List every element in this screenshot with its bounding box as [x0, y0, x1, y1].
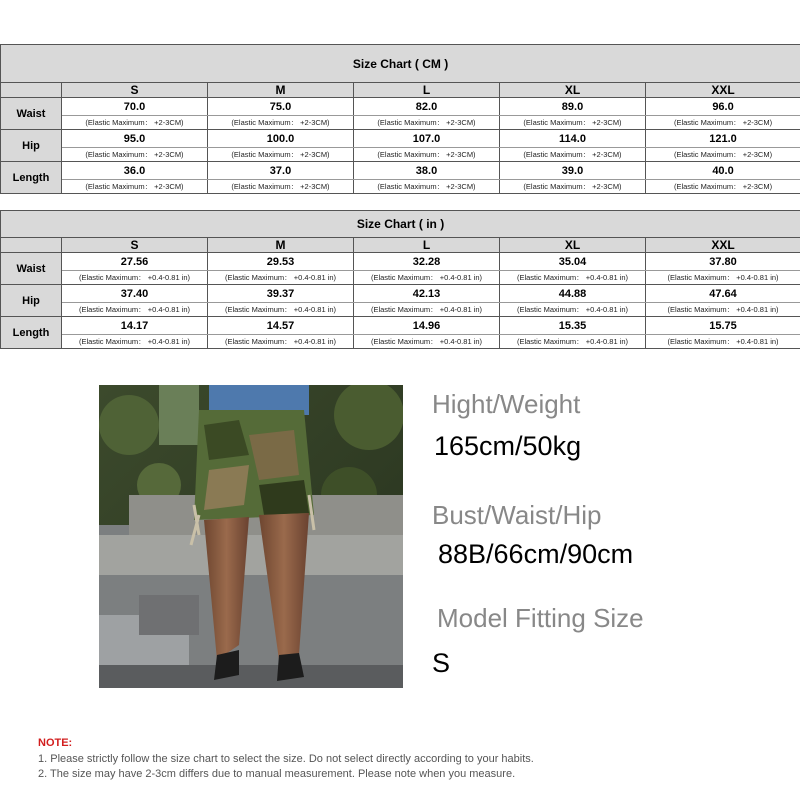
value-cell: 35.04 — [500, 253, 646, 271]
height-weight-value: 165cm/50kg — [434, 431, 582, 461]
value-cell: 27.56 — [62, 253, 208, 271]
elastic-note: (Elastic Maximum： +0.4-0.81 in) — [208, 271, 354, 285]
size-header-xl: XL — [500, 238, 646, 253]
elastic-note: (Elastic Maximum： +0.4-0.81 in) — [646, 271, 800, 285]
measurements-label: Bust/Waist/Hip — [432, 500, 602, 530]
value-cell: 95.0 — [62, 130, 208, 148]
elastic-note: (Elastic Maximum： +0.4-0.81 in) — [208, 303, 354, 317]
model-info — [432, 385, 792, 695]
size-chart-in — [0, 210, 800, 349]
value-cell: 15.35 — [500, 317, 646, 335]
elastic-note: (Elastic Maximum： +0.4-0.81 in) — [646, 303, 800, 317]
value-cell: 36.0 — [62, 162, 208, 180]
row-label-hip: Hip — [1, 285, 62, 317]
value-cell: 37.40 — [62, 285, 208, 303]
elastic-note: (Elastic Maximum： +2-3CM) — [354, 116, 500, 130]
size-header-m: M — [208, 83, 354, 98]
value-cell: 44.88 — [500, 285, 646, 303]
value-cell: 15.75 — [646, 317, 800, 335]
size-header-s: S — [62, 83, 208, 98]
elastic-note: (Elastic Maximum： +0.4-0.81 in) — [646, 335, 800, 349]
elastic-note: (Elastic Maximum： +2-3CM) — [646, 180, 800, 194]
chart-title: Size Chart ( in ) — [1, 211, 800, 238]
elastic-note: (Elastic Maximum： +2-3CM) — [646, 116, 800, 130]
elastic-note: (Elastic Maximum： +2-3CM) — [208, 148, 354, 162]
value-cell: 89.0 — [500, 98, 646, 116]
value-cell: 14.57 — [208, 317, 354, 335]
value-cell: 96.0 — [646, 98, 800, 116]
value-cell: 100.0 — [208, 130, 354, 148]
chart-title: Size Chart ( CM ) — [1, 45, 800, 83]
value-cell: 14.17 — [62, 317, 208, 335]
elastic-note: (Elastic Maximum： +0.4-0.81 in) — [208, 335, 354, 349]
size-header-m: M — [208, 238, 354, 253]
value-cell: 70.0 — [62, 98, 208, 116]
elastic-note: (Elastic Maximum： +2-3CM) — [354, 148, 500, 162]
size-chart-cm — [0, 44, 800, 194]
value-cell: 42.13 — [354, 285, 500, 303]
elastic-note: (Elastic Maximum： +2-3CM) — [208, 180, 354, 194]
size-header-l: L — [354, 238, 500, 253]
elastic-note: (Elastic Maximum： +2-3CM) — [500, 148, 646, 162]
size-header-s: S — [62, 238, 208, 253]
fitting-size-label: Model Fitting Size — [437, 603, 644, 633]
note-title: NOTE: — [38, 737, 73, 749]
elastic-note: (Elastic Maximum： +0.4-0.81 in) — [62, 271, 208, 285]
elastic-note: (Elastic Maximum： +2-3CM) — [354, 180, 500, 194]
value-cell: 40.0 — [646, 162, 800, 180]
size-header-xxl: XXL — [646, 238, 800, 253]
value-cell: 14.96 — [354, 317, 500, 335]
row-label-length: Length — [1, 317, 62, 349]
height-weight-label: Hight/Weight — [432, 389, 581, 419]
value-cell: 32.28 — [354, 253, 500, 271]
elastic-note: (Elastic Maximum： +2-3CM) — [62, 148, 208, 162]
elastic-note: (Elastic Maximum： +0.4-0.81 in) — [500, 335, 646, 349]
value-cell: 121.0 — [646, 130, 800, 148]
row-label-length: Length — [1, 162, 62, 194]
elastic-note: (Elastic Maximum： +2-3CM) — [646, 148, 800, 162]
note-line: 2. The size may have 2-3cm differs due to manual measurement. Please note when you measure. — [38, 768, 516, 780]
elastic-note: (Elastic Maximum： +0.4-0.81 in) — [62, 303, 208, 317]
value-cell: 47.64 — [646, 285, 800, 303]
measurements-value: 88B/66cm/90cm — [438, 539, 634, 569]
elastic-note: (Elastic Maximum： +2-3CM) — [62, 116, 208, 130]
value-cell: 37.80 — [646, 253, 800, 271]
elastic-note: (Elastic Maximum： +0.4-0.81 in) — [354, 271, 500, 285]
elastic-note: (Elastic Maximum： +2-3CM) — [500, 116, 646, 130]
note-block — [38, 737, 778, 782]
elastic-note: (Elastic Maximum： +0.4-0.81 in) — [354, 303, 500, 317]
header-blank-cell — [1, 83, 62, 98]
elastic-note: (Elastic Maximum： +0.4-0.81 in) — [500, 271, 646, 285]
value-cell: 82.0 — [354, 98, 500, 116]
elastic-note: (Elastic Maximum： +0.4-0.81 in) — [354, 335, 500, 349]
fitting-size-value: S — [432, 648, 451, 678]
row-label-hip: Hip — [1, 130, 62, 162]
value-cell: 38.0 — [354, 162, 500, 180]
size-header-xxl: XXL — [646, 83, 800, 98]
header-blank-cell — [1, 238, 62, 253]
elastic-note: (Elastic Maximum： +0.4-0.81 in) — [500, 303, 646, 317]
value-cell: 39.0 — [500, 162, 646, 180]
product-photo — [99, 385, 403, 688]
note-line: 1. Please strictly follow the size chart to select the size. Do not select directly according to your habits. — [38, 753, 534, 765]
row-label-waist: Waist — [1, 253, 62, 285]
value-cell: 114.0 — [500, 130, 646, 148]
row-label-waist: Waist — [1, 98, 62, 130]
value-cell: 29.53 — [208, 253, 354, 271]
value-cell: 37.0 — [208, 162, 354, 180]
elastic-note: (Elastic Maximum： +2-3CM) — [500, 180, 646, 194]
value-cell: 75.0 — [208, 98, 354, 116]
size-header-xl: XL — [500, 83, 646, 98]
size-header-l: L — [354, 83, 500, 98]
value-cell: 39.37 — [208, 285, 354, 303]
value-cell: 107.0 — [354, 130, 500, 148]
elastic-note: (Elastic Maximum： +2-3CM) — [208, 116, 354, 130]
elastic-note: (Elastic Maximum： +2-3CM) — [62, 180, 208, 194]
elastic-note: (Elastic Maximum： +0.4-0.81 in) — [62, 335, 208, 349]
